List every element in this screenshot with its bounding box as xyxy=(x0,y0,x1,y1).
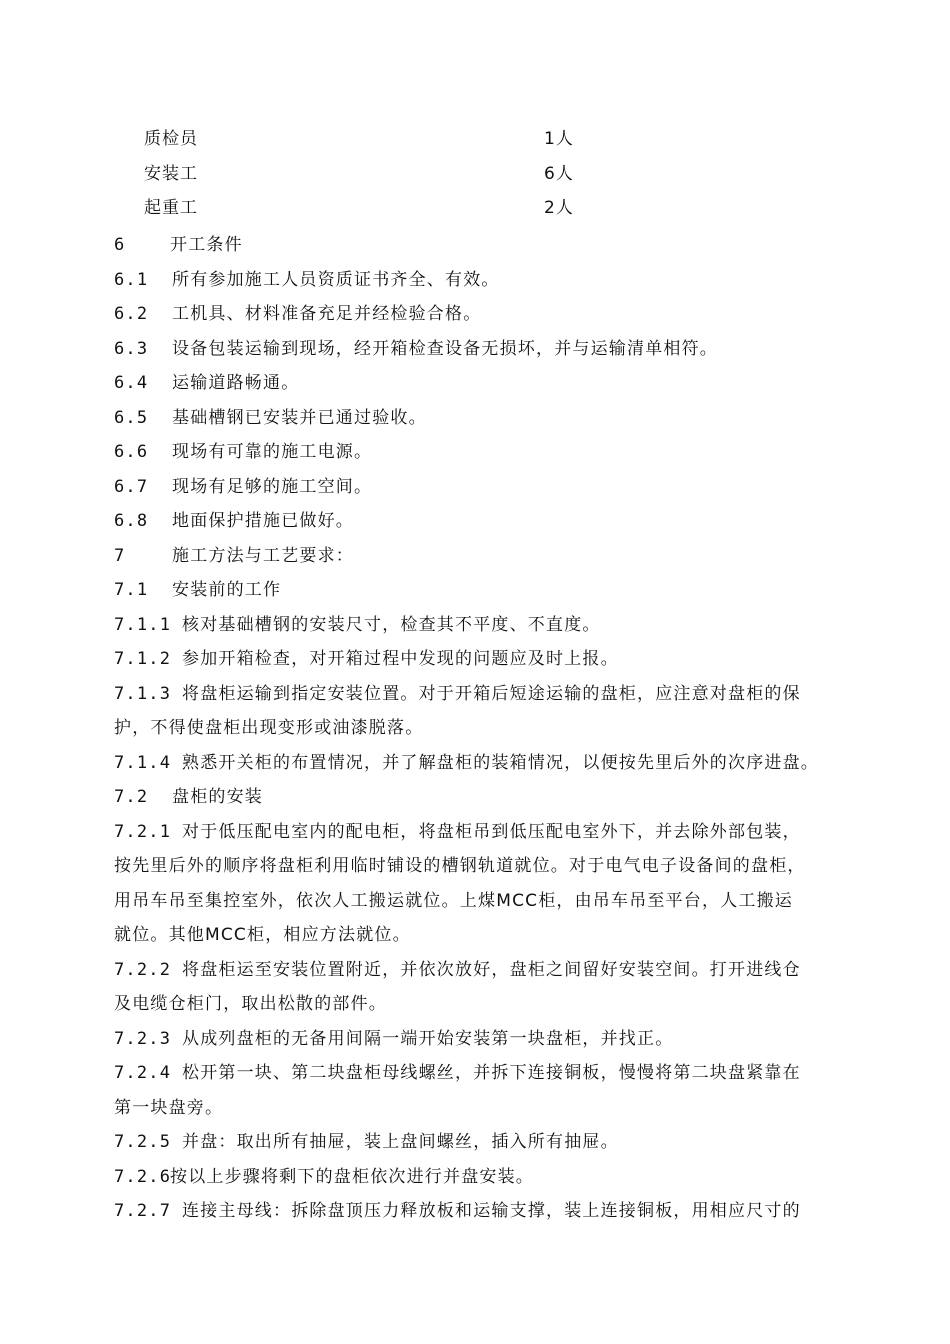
section-number: 7.1.4 xyxy=(114,752,172,773)
section-line xyxy=(114,401,850,436)
section-text: 核对基础槽钢的安装尺寸，检查其不平度、不直度。 xyxy=(182,614,601,635)
section-number: 6.7 xyxy=(114,476,149,497)
section-text: 及电缆仓柜门，取出松散的部件。 xyxy=(114,994,387,1014)
section-number: 7.2.3 xyxy=(114,1028,172,1049)
section-number: 7.1 xyxy=(114,580,149,600)
staff-role: 安装工 xyxy=(144,163,198,184)
continuation-line xyxy=(114,918,850,953)
section-text: 按先里后外的顺序将盘柜利用临时铺设的槽钢轨道就位。对于电气电子设备间的盘柜， xyxy=(114,856,806,876)
section-line xyxy=(114,780,850,815)
section-number: 7.2.1 xyxy=(114,821,172,842)
section-text: 并盘：取出所有抽屉，装上盘间螺丝，插入所有抽屉。 xyxy=(182,1132,619,1152)
section-text: 所有参加施工人员资质证书齐全、有效。 xyxy=(172,269,500,290)
section-text: 连接主母线：拆除盘顶压力释放板和运输支撑，装上连接铜板，用相应尺寸的 xyxy=(182,1201,801,1221)
section-text: 将盘柜运输到指定安装位置。对于开箱后短途运输的盘柜，应注意对盘柜的保 xyxy=(182,683,801,704)
section-number: 6.2 xyxy=(114,304,149,324)
section-text: 工机具、材料准备充足并经检验合格。 xyxy=(172,304,482,324)
section-line xyxy=(114,746,850,781)
section-line xyxy=(114,1056,850,1091)
section-number: 7 xyxy=(114,545,126,566)
section-number: 7.1.1 xyxy=(114,614,172,635)
section-text: 盘柜的安装 xyxy=(172,787,263,807)
section-number: 6.8 xyxy=(114,511,149,531)
section-text: 现场有可靠的施工电源。 xyxy=(172,442,373,462)
staff-count: 1人 xyxy=(544,129,574,149)
continuation-line xyxy=(114,711,850,746)
section-text: 设备包装运输到现场，经开箱检查设备无损坏，并与运输清单相符。 xyxy=(172,338,718,359)
staff-list xyxy=(144,124,744,228)
section-text: 安装前的工作 xyxy=(172,580,282,600)
section-line xyxy=(114,1125,850,1160)
section-line xyxy=(114,573,850,608)
section-number: 7.2 xyxy=(114,787,149,807)
continuation-line xyxy=(114,1091,850,1126)
section-line xyxy=(114,953,850,988)
section-number: 6.6 xyxy=(114,442,149,462)
section-text: 第一块盘旁。 xyxy=(114,1097,224,1118)
continuation-line xyxy=(114,987,850,1022)
staff-count: 2人 xyxy=(544,198,574,218)
section-line xyxy=(114,608,850,643)
section-line xyxy=(114,263,850,298)
staff-row xyxy=(144,193,744,228)
section-text: 护，不得使盘柜出现变形或油漆脱落。 xyxy=(114,718,424,738)
continuation-line xyxy=(114,849,850,884)
section-line xyxy=(114,366,850,401)
section-line xyxy=(114,504,850,539)
section-number: 7.2.4 xyxy=(114,1063,172,1083)
staff-count: 6人 xyxy=(544,163,574,184)
section-text: 就位。其他MCC柜，相应方法就位。 xyxy=(114,925,411,945)
staff-row xyxy=(144,159,744,194)
section-text: 从成列盘柜的无备用间隔一端开始安装第一块盘柜，并找正。 xyxy=(182,1028,674,1049)
section-text: 将盘柜运至安装位置附近，并依次放好，盘柜之间留好安装空间。打开进线仓 xyxy=(182,959,801,980)
section-number: 6.1 xyxy=(114,269,149,290)
document-body xyxy=(114,228,850,1229)
section-text: 现场有足够的施工空间。 xyxy=(172,476,373,497)
staff-role: 起重工 xyxy=(144,198,198,218)
section-number: 7.1.3 xyxy=(114,683,172,704)
section-text: 开工条件 xyxy=(170,235,243,255)
staff-row xyxy=(144,124,744,159)
section-text: 按以上步骤将剩下的盘柜依次进行并盘安装。 xyxy=(170,1166,534,1187)
section-number: 7.2.2 xyxy=(114,959,172,980)
section-line xyxy=(114,435,850,470)
section-text: 熟悉开关柜的布置情况，并了解盘柜的装箱情况，以便按先里后外的次序进盘。 xyxy=(182,752,819,773)
section-number: 6.4 xyxy=(114,373,149,393)
section-number: 6.3 xyxy=(114,338,149,359)
section-text: 基础槽钢已安装并已通过验收。 xyxy=(172,407,427,428)
section-number: 7.2.6 xyxy=(114,1166,172,1187)
section-line xyxy=(114,470,850,505)
section-text: 用吊车吊至集控室外，依次人工搬运就位。上煤MCC柜，由吊车吊至平台，人工搬运 xyxy=(114,890,794,911)
section-line xyxy=(114,332,850,367)
staff-role: 质检员 xyxy=(144,129,198,149)
section-line xyxy=(114,1194,850,1229)
section-line xyxy=(114,1022,850,1057)
section-line xyxy=(114,815,850,850)
section-line xyxy=(114,1160,850,1195)
section-text: 参加开箱检查，对开箱过程中发现的问题应及时上报。 xyxy=(182,649,619,669)
section-text: 对于低压配电室内的配电柜，将盘柜吊到低压配电室外下，并去除外部包装， xyxy=(182,821,801,842)
section-number: 7.2.7 xyxy=(114,1201,172,1221)
section-number: 7.2.5 xyxy=(114,1132,172,1152)
section-number: 6 xyxy=(114,235,126,255)
section-text: 松开第一块、第二块盘柜母线螺丝，并拆下连接铜板，慢慢将第二块盘紧靠在 xyxy=(182,1063,801,1083)
section-text: 运输道路畅通。 xyxy=(172,373,300,393)
section-number: 6.5 xyxy=(114,407,149,428)
section-number: 7.1.2 xyxy=(114,649,172,669)
section-text: 地面保护措施已做好。 xyxy=(172,511,354,531)
continuation-line xyxy=(114,884,850,919)
section-text: 施工方法与工艺要求： xyxy=(172,545,354,566)
section-line xyxy=(114,677,850,712)
section-line xyxy=(114,297,850,332)
section-line xyxy=(114,228,850,263)
section-line xyxy=(114,642,850,677)
section-line xyxy=(114,539,850,574)
